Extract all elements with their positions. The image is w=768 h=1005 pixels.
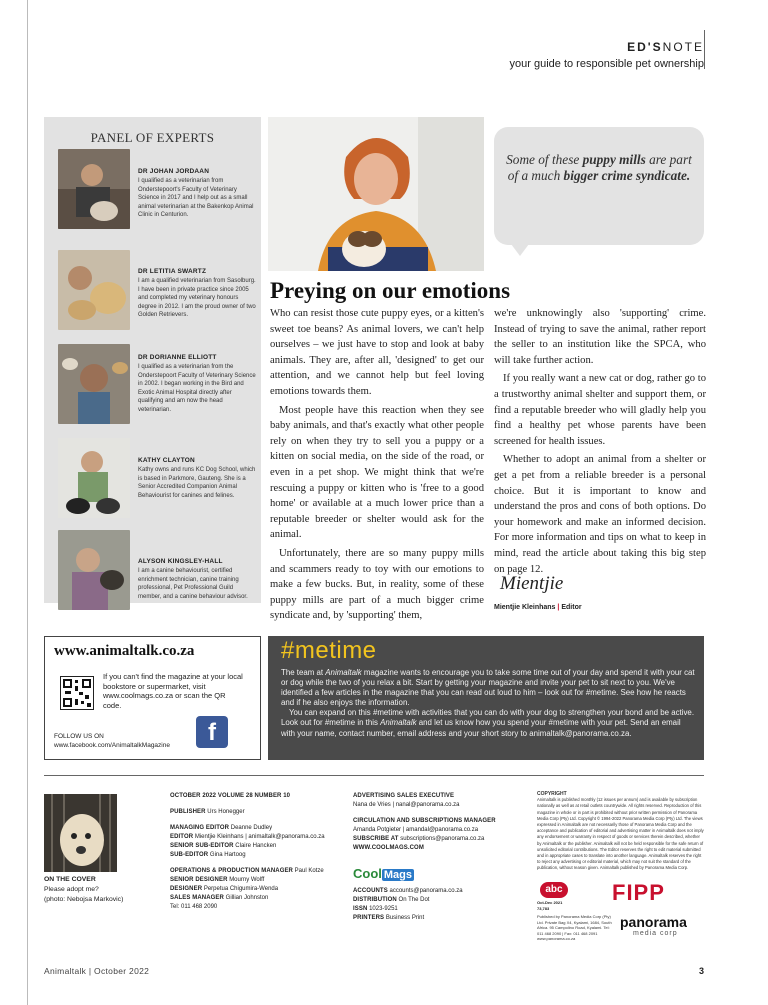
page-number: 3 xyxy=(698,966,704,976)
page-edge-line xyxy=(27,0,28,1005)
expert-photo-5 xyxy=(58,530,130,610)
metime-text: The team at Animaltalk magazine wants to encourage you to take some time out of your day and spend it with your cat or dog while the two of you relax a bit. Start by getting your magazine and invite your pet to sit next to you. We've identified a few articles in the magazine that you can read out loud to him – look out for #metime. See how he reacts and if he also enjoys the information. You can expand on this #metime with activities that you can do with your dog to strengthen your bond and be active. Look out for #metime in this Animaltalk and let us know how you spend your #metime with your pet. Send an email with your name, contact number, email address and your short story to animaltalk@panorama.co.za. xyxy=(281,668,695,738)
copyright: COPYRIGHT Animaltalk is published monthly (12 issues per annum) and is available by subscription nationally as well as at retail outlets countrywide. All rights reserved. Reproduction of this magazine in whole or in part is prohibited without prior written permission of Panorama Media Corp (Pty) Ltd. Copyright © 1994-2022 Panorama Media Corp (Pty) Ltd. The views expressed in Animaltalk are not necessarily those of Panorama Media Corp and the acceptance and publication of editorial and advertising matter in Animaltalk does not imply any endorsement or warranty in respect of goods or services therein described, whether by Animaltalk or the publisher. Animaltalk will not be held responsible for the safe return of unsolicited editorial contributions. The Editor reserves the right to edit material submitted and in appropriate cases to translate into another language. Animaltalk reserves the right to reject any advertising or editorial material, which may not suit the standard of the publication, without reason given. Animaltalk published by Panorama Media Corp. xyxy=(537,791,704,871)
editor-signature: Mientjie xyxy=(500,573,564,594)
follow-us: FOLLOW US ON www.facebook.com/AnimaltalkMagazine xyxy=(54,733,170,749)
facebook-icon[interactable]: f xyxy=(196,716,228,748)
expert-photo-4 xyxy=(58,438,130,518)
expert-name: DR DORIANNE ELLIOTT xyxy=(138,354,217,361)
expert-name: KATHY CLAYTON xyxy=(138,457,195,464)
expert-name: ALYSON KINGSLEY-HALL xyxy=(138,558,223,565)
masthead-column-1: OCTOBER 2022 VOLUME 28 NUMBER 10 PUBLISHER Urs Honegger MANAGING EDITOR Deanne Dudley EDITOR Mientjie Kleinhans | animaltalk@panorama.co.za SENIOR SUB-EDITOR Claire Hancken SUB-EDITOR Gina Hartoog OPERATIONS & PRODUCTION MANAGER Paul Kotze SENIOR DESIGNER Mourny Wolff DESIGNER Perpetua Chigumira-Wenda SALES MANAGER Gillian Johnston Tel: 011 468 2090 xyxy=(170,793,325,910)
masthead-column-2b: ACCOUNTS accounts@panorama.co.za DISTRIBUTION On The Dot ISSN 1023-9251 PRINTERS Business Print xyxy=(353,888,463,921)
fipp-logo: FIPP xyxy=(612,880,665,905)
expert-bio: I am a qualified veterinarian from Sasolburg. I have been in private practice since 2005 and completed my veterinary honours degree in 2012. I am the proud owner of two Golden Retrievers. xyxy=(138,278,256,319)
expert-name: DR JOHAN JORDAAN xyxy=(138,168,210,175)
quote-bubble xyxy=(494,127,704,245)
cover-photo xyxy=(44,794,117,872)
paragraph: Whether to adopt an animal from a shelter or get a pet from a reliable breeder is a personal choice. But it is important to know and understand the pros and cons of both options. Do your homework and make an informed decision. For more information and tips on what to keep in mind, read the article about taking this big step on page 12. xyxy=(494,454,706,575)
qr-code-icon[interactable] xyxy=(60,676,94,710)
expert-bio: I qualified as a veterinarian from the Onderstepoort Faculty of Veterinary Science in 2002. I began working in the Bird and Exotic Animal Hospital directly after qualifying and am now the head veterinarian. xyxy=(138,364,256,413)
section-title: ED'SNOTE xyxy=(627,40,704,54)
masthead-column-2: ADVERTISING SALES EXECUTIVE Nana de Vries | nanal@panorama.co.za CIRCULATION AND SUBSCRIPTIONS MANAGER Amanda Potgieter | amandal@panorama.co.za SUBSCRIBE AT subscriptions@panorama.co.za WWW.COOLMAGS.COM xyxy=(353,793,496,851)
expert-photo-2 xyxy=(58,250,130,330)
article-column-2 xyxy=(494,306,706,580)
page-footer: Animaltalk | October 2022 xyxy=(44,966,150,976)
expert-bio: Kathy owns and runs KC Dog School, which is based in Parkmore, Gauteng. She is a Senior Accredited Companion Animal Behaviourist for canines and felines. xyxy=(138,467,256,499)
paragraph: we're unknowingly also 'supporting' crime. Instead of trying to save the animal, rather report the seller to an institution like the SPCA, who will take further action. xyxy=(494,308,706,366)
section-tagline: your guide to responsible pet ownership xyxy=(509,58,704,70)
abc-caption: Oct-Dec 2021 73,783 xyxy=(537,900,563,911)
paragraph: Unfortunately, there are so many puppy mills and scammers ready to toy with our emotions to make a few bucks. But, in reality, some of these puppy mills are part of a much bigger crime syndicate and, by 'supporting' them, xyxy=(270,547,484,622)
expert-photo-1 xyxy=(58,149,130,229)
header-divider xyxy=(704,30,705,69)
paragraph: Most people have this reaction when they see baby animals, and that's exactly what other people rely on when they try to sell you a puppy or a kitten on social media, on the side of the road, or even in a pet shop. We might think that we're rescuing a puppy or kitten who is 'free to a good home' or available at a much lower price than a reputable breeder or shelter would ask for the animal. xyxy=(270,404,484,541)
pull-quote: Some of these puppy mills are part of a much bigger crime syndicate. xyxy=(506,152,692,183)
expert-bio: I qualified as a veterinarian from Onderstepoort's Faculty of Veterinary Science in 2017 and I help out as a small animal veterinarian at the Bakenkop Animal Clinic in Centurion. xyxy=(138,178,254,219)
paragraph: Who can resist those cute puppy eyes, or a kitten's sweet toe beans? As animal lovers, we can't help ourselves – we just have to stop and look at baby animals. They are, after all, 'designed' to get our attention, and we cannot help but feel loving emotions towards them. xyxy=(270,308,484,397)
website-url[interactable]: www.animaltalk.co.za xyxy=(54,643,195,659)
panel-title: PANEL OF EXPERTS xyxy=(90,130,215,145)
expert-name: DR LETITIA SWARTZ xyxy=(138,268,207,275)
coolmags-logo: Cool Mags xyxy=(353,866,413,881)
expert-photo-3 xyxy=(58,344,130,424)
publisher-address: Published by Panorama Media Corp (Pty) Ltd. Private Bag X4, Kyalami, 1684, South Africa. 95 Campolino Road, Kyalami. Tel: 011 468 2090 | Fax: 011 468 2091 www.panorama.co.za xyxy=(537,914,612,942)
expert-bio: I am a canine behaviourist, certified enrichment technician, canine training professional, Pet Professional Guild member, and a canine behaviour advisor. xyxy=(138,568,248,600)
panorama-subtitle: media corp xyxy=(633,930,678,937)
website-text: If you can't find the magazine at your local bookstore or supermarket, visit www.coolmags.co.za or scan the QR code. xyxy=(103,672,243,710)
quote-bubble-tail xyxy=(508,240,532,256)
paragraph: If you really want a new cat or dog, rather go to a trustworthy animal shelter and support them, or find a reputable breeder who will gladly help you find a healthy pet whose parents have been screened for health issues. xyxy=(494,373,706,447)
metime-title: #metime xyxy=(281,637,377,664)
article-headline: Preying on our emotions xyxy=(270,278,511,303)
editor-credit: Mientjie Kleinhans | Editor xyxy=(494,604,582,611)
cover-caption: ON THE COVER Please adopt me? (photo: Nebojsa Markovic) xyxy=(44,876,124,904)
panorama-logo: panorama xyxy=(620,914,687,930)
facebook-link[interactable]: www.facebook.com/AnimaltalkMagazine xyxy=(54,741,170,749)
editor-photo xyxy=(268,117,484,271)
article-column-1 xyxy=(270,306,484,627)
abc-logo: abc xyxy=(540,882,568,898)
masthead-divider xyxy=(44,775,704,776)
